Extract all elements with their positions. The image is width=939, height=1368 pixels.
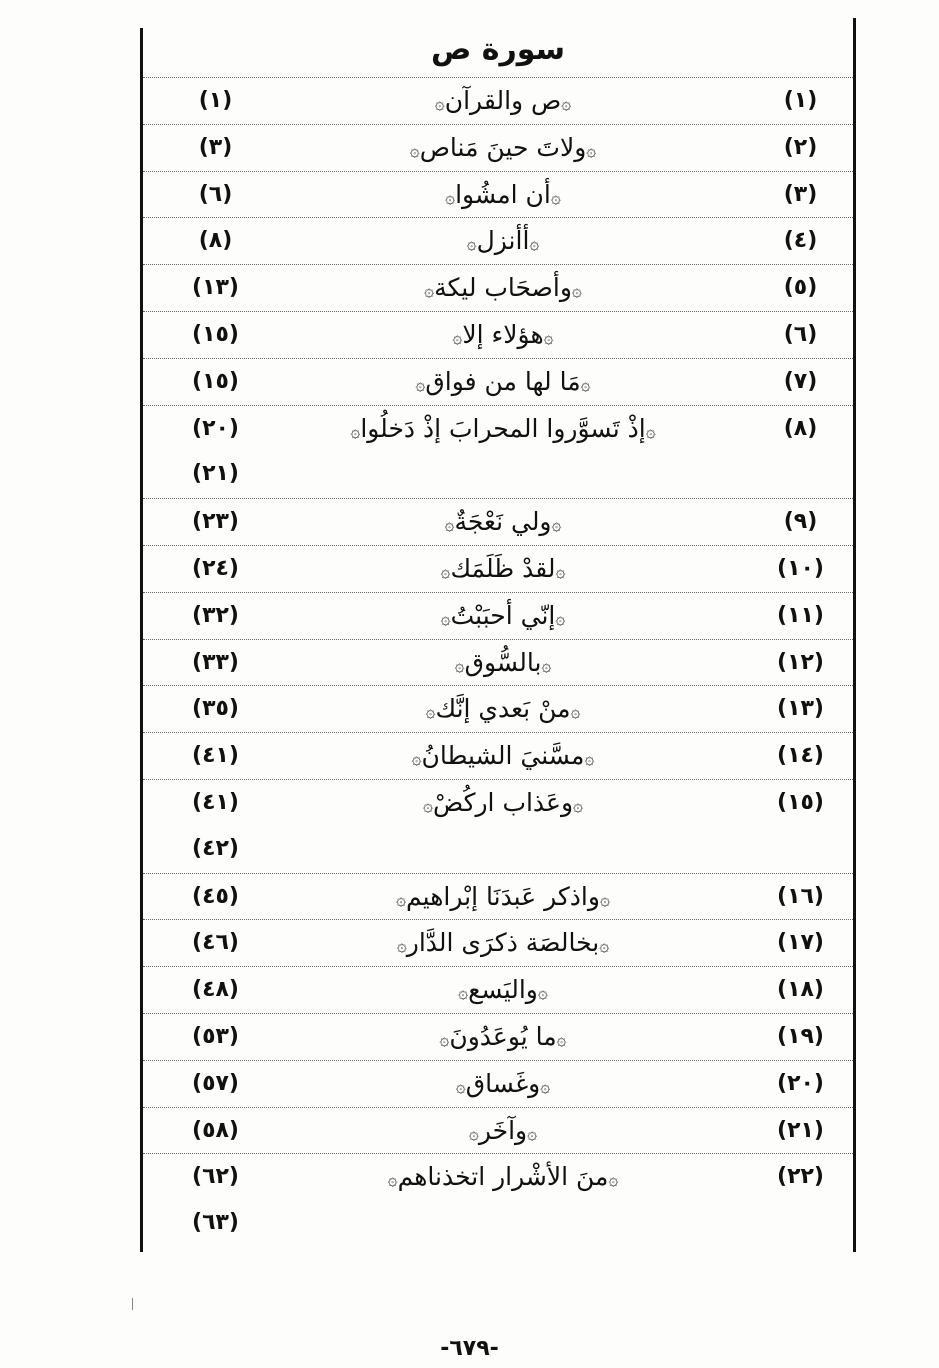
entry-number: (٤)	[783, 228, 818, 254]
ornament-bracket-icon: ۞	[527, 1123, 538, 1144]
quran-phrase	[253, 1108, 753, 1157]
ornament-bracket-icon: ۞	[550, 187, 561, 208]
ornament-bracket-icon: ۞	[561, 94, 572, 114]
ornament-bracket-icon: ۞	[573, 796, 584, 816]
ornament-bracket-icon: ۞	[424, 281, 435, 302]
ornament-bracket-icon: ۞	[458, 983, 469, 1004]
ornament-bracket-icon: ۞	[396, 936, 407, 957]
phrase-text: إذْ تَسوَّروا المحرابَ إذْ دَخلُوا	[360, 413, 646, 443]
ornament-bracket-icon: ۞	[422, 796, 433, 816]
table-row	[143, 592, 853, 639]
phrase-text: ما يُوعَدُونَ	[449, 1022, 557, 1051]
table-row	[143, 919, 853, 966]
table-row	[143, 405, 853, 452]
entry-number: (١٧)	[777, 930, 824, 956]
quran-phrase	[253, 172, 753, 221]
ornament-bracket-icon: ۞	[434, 94, 445, 114]
continuation-row	[143, 1200, 853, 1246]
phrase-text: منْ بَعدي إنَّك	[435, 694, 571, 724]
table-row	[143, 311, 853, 358]
quran-phrase	[253, 78, 753, 127]
entry-number: (١١)	[777, 602, 824, 628]
table-row	[143, 873, 853, 920]
ornament-bracket-icon: ۞	[454, 655, 465, 676]
phrase-text: وأصحَاب ليكة	[434, 273, 572, 303]
verse-reference: (٢٤)	[192, 556, 239, 581]
ornament-bracket-icon: ۞	[411, 749, 422, 770]
ornament-bracket-icon: ۞	[570, 702, 581, 723]
ornament-bracket-icon: ۞	[440, 562, 451, 582]
entry-number: (١٢)	[777, 649, 824, 675]
quran-phrase	[253, 874, 753, 923]
verse-reference: (٤٦)	[192, 930, 239, 956]
entry-number: (٨)	[783, 415, 818, 441]
table-row	[143, 1060, 853, 1107]
table-row	[143, 685, 853, 732]
quran-phrase	[253, 1061, 753, 1110]
ornament-bracket-icon: ۞	[425, 702, 436, 723]
verse-reference: (٨)	[198, 228, 233, 254]
entry-number: (٧)	[783, 368, 818, 394]
verse-reference: (٣٥)	[192, 696, 239, 722]
phrase-text: هؤلاء إلا	[462, 320, 544, 349]
quran-phrase	[253, 406, 753, 455]
ornament-bracket-icon: ۞	[580, 374, 591, 395]
ornament-bracket-icon: ۞	[645, 421, 656, 442]
entry-number: (٩)	[783, 509, 818, 535]
ornament-bracket-icon: ۞	[541, 655, 552, 676]
phrase-text: وغَساق	[465, 1068, 541, 1098]
verse-reference: (٤١)	[192, 790, 239, 815]
phrase-text: إنّي أحبَبْتُ	[450, 600, 556, 630]
verse-reference: (١)	[198, 88, 233, 113]
verse-reference: (٦٢)	[192, 1164, 239, 1190]
quran-phrase	[253, 265, 753, 314]
verse-reference: (٤٥)	[192, 883, 239, 909]
phrase-text: بالسُّوق	[464, 647, 542, 677]
quran-phrase	[253, 967, 753, 1016]
table-row	[143, 779, 853, 826]
ornament-bracket-icon: ۞	[537, 983, 548, 1004]
quran-phrase	[253, 780, 753, 829]
table-row	[143, 498, 853, 545]
ornament-bracket-icon: ۞	[555, 562, 566, 582]
ornament-bracket-icon: ۞	[599, 936, 610, 957]
verse-reference: (٥٨)	[192, 1117, 239, 1143]
ornament-bracket-icon: ۞	[468, 1123, 479, 1144]
phrase-text: وعَذاب اركُضْ	[432, 788, 574, 817]
ornament-bracket-icon: ۞	[444, 515, 455, 536]
quran-phrase	[253, 733, 753, 782]
verse-reference: (٢١)	[192, 461, 239, 487]
right-border-rule	[853, 18, 856, 1252]
verse-reference: (١٣)	[192, 275, 239, 301]
ornament-bracket-icon: ۞	[555, 608, 566, 629]
phrase-text: مسَّنيَ الشيطانُ	[421, 741, 585, 771]
entry-number: (١٣)	[777, 696, 824, 722]
entry-number: (٦)	[783, 322, 818, 347]
verse-reference: (٦٣)	[192, 1210, 239, 1236]
entry-number: (١٠)	[777, 556, 824, 581]
ornament-bracket-icon: ۞	[551, 515, 562, 536]
verse-reference: (٣٢)	[192, 602, 239, 628]
ornament-bracket-icon: ۞	[584, 749, 595, 770]
quran-phrase	[253, 1154, 753, 1203]
verse-reference: (٤١)	[192, 743, 239, 769]
quran-phrase	[253, 920, 753, 969]
ornament-bracket-icon: ۞	[599, 889, 610, 910]
verse-reference: (٣)	[198, 134, 233, 160]
ornament-bracket-icon: ۞	[543, 328, 554, 348]
entry-number: (٣)	[783, 181, 818, 207]
table-row	[143, 217, 853, 264]
entry-number: (٢١)	[777, 1117, 824, 1143]
ornament-bracket-icon: ۞	[415, 374, 426, 395]
verse-reference: (١٥)	[192, 322, 239, 347]
phrase-text: لقدْ ظَلَمَك	[450, 554, 556, 583]
page-number: -٦٧٩-	[440, 1336, 499, 1361]
continuation-row	[143, 451, 853, 497]
table-row	[143, 264, 853, 311]
verse-reference: (٥٣)	[192, 1024, 239, 1049]
table-row	[143, 545, 853, 592]
ornament-bracket-icon: ۞	[439, 1030, 450, 1050]
ornament-bracket-icon: ۞	[396, 889, 407, 910]
ornament-bracket-icon: ۞	[556, 1030, 567, 1050]
entry-number: (٥)	[783, 275, 818, 301]
verse-reference: (٦)	[198, 181, 233, 207]
phrase-text: بخالصَة ذكرَى الدَّار	[406, 928, 600, 958]
entry-number: (١٦)	[777, 883, 824, 909]
entry-number: (٢٢)	[777, 1164, 824, 1190]
table-row	[143, 1153, 853, 1200]
entry-number: (٢٠)	[777, 1070, 824, 1096]
ornament-bracket-icon: ۞	[571, 281, 582, 302]
phrase-text: واذكر عَبدَنَا إبْراهيم	[406, 881, 600, 911]
phrase-text: وآخَر	[478, 1115, 528, 1145]
quran-phrase	[253, 1014, 753, 1063]
verse-reference: (٥٧)	[192, 1070, 239, 1096]
ornament-bracket-icon: ۞	[529, 234, 540, 255]
entry-number: (١)	[783, 88, 818, 113]
continuation-row	[143, 826, 853, 872]
verse-reference: (٢٣)	[192, 509, 239, 535]
table-row	[143, 1013, 853, 1060]
quran-phrase	[253, 593, 753, 642]
table-row	[143, 171, 853, 218]
quran-phrase	[253, 640, 753, 689]
table-row	[143, 1107, 853, 1154]
phrase-text: أن امشُوا	[455, 179, 551, 209]
table-row	[143, 966, 853, 1013]
quran-phrase	[253, 546, 753, 595]
ornament-bracket-icon: ۞	[387, 1170, 398, 1191]
ornament-bracket-icon: ۞	[350, 421, 361, 442]
ornament-bracket-icon: ۞	[455, 1076, 466, 1097]
entry-number: (١٩)	[777, 1024, 824, 1049]
table-row	[143, 358, 853, 405]
ornament-bracket-icon: ۞	[445, 187, 456, 208]
entry-number: (١٤)	[777, 743, 824, 769]
ornament-bracket-icon: ۞	[586, 140, 597, 161]
entry-number: (٢)	[783, 134, 818, 160]
quran-phrase	[253, 125, 753, 174]
phrase-text: منَ الأشْرار اتخذناهم	[397, 1162, 609, 1192]
entry-number: (١٥)	[777, 790, 824, 815]
phrase-text: مَا لها من فواق	[425, 366, 581, 396]
phrase-text: أأنزل	[476, 226, 530, 256]
ornament-bracket-icon: ۞	[466, 234, 477, 255]
phrase-text: واليَسع	[468, 975, 538, 1005]
table-row	[143, 77, 853, 124]
page-title: سورة ص	[430, 32, 566, 67]
scan-mark	[132, 1298, 133, 1310]
quran-phrase	[253, 218, 753, 267]
ornament-bracket-icon: ۞	[452, 328, 463, 348]
ornament-bracket-icon: ۞	[608, 1170, 619, 1191]
verse-reference: (٢٠)	[192, 415, 239, 441]
phrase-text: ولاتَ حينَ مَناص	[419, 132, 587, 162]
phrase-text: ص والقرآن	[444, 86, 562, 115]
phrase-text: ولي نَعْجَةٌ	[454, 507, 552, 537]
table-row	[143, 732, 853, 779]
verse-reference: (٤٨)	[192, 977, 239, 1003]
table-row	[143, 639, 853, 686]
verse-reference: (٣٣)	[192, 649, 239, 675]
verse-reference: (١٥)	[192, 368, 239, 394]
quran-phrase	[253, 359, 753, 408]
ornament-bracket-icon: ۞	[409, 140, 420, 161]
verse-reference: (٤٢)	[192, 835, 239, 861]
table-row	[143, 124, 853, 171]
entry-number: (١٨)	[777, 977, 824, 1003]
ornament-bracket-icon: ۞	[440, 608, 451, 629]
ornament-bracket-icon: ۞	[540, 1076, 551, 1097]
quran-phrase	[253, 312, 753, 361]
quran-phrase	[253, 499, 753, 548]
quran-phrase	[253, 686, 753, 735]
